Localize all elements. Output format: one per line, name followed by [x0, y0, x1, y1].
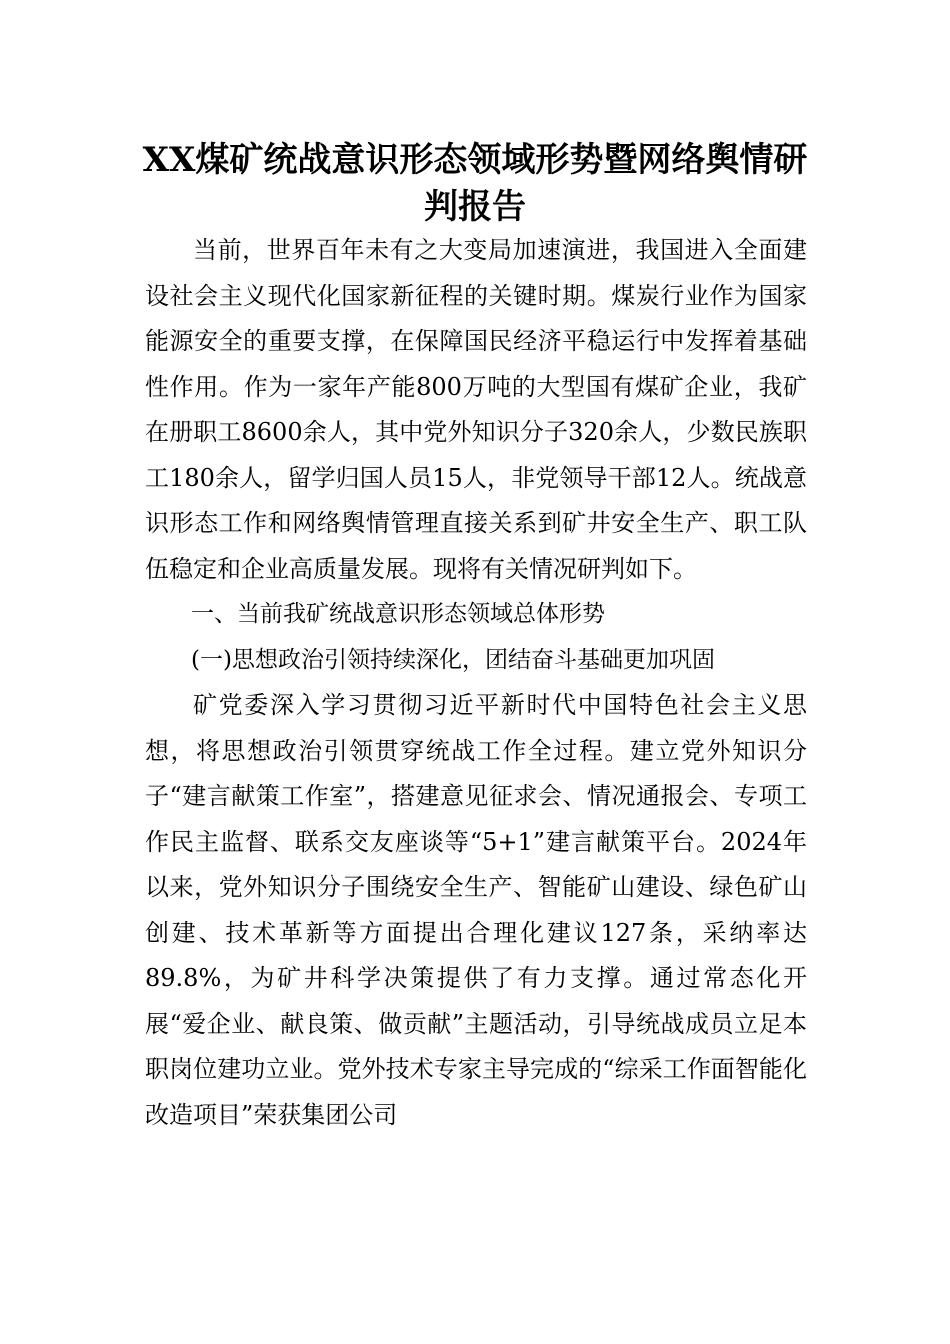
- document-title: XX煤矿统战意识形态领域形势暨网络舆情研判报告: [142, 139, 808, 227]
- subsection-1-paragraph: 矿党委深入学习贯彻习近平新时代中国特色社会主义思想，将思想政治引领贯穿统战工作全过程。建立党外知识分子“建言献策工作室”，搭建意见征求会、情况通报会、专项工作民主监督、联系交友座谈等“5+1”建言献策平台。2024年以来，党外知识分子围绕安全生产、智能矿山建设、绿色矿山创建、技术革新等方面提出合理化建议127条，采纳率达89.8%，为矿井科学决策提供了有力支撑。通过常态化开展“爱企业、献良策、做贡献”主题活动，引导统战成员立足本职岗位建功立业。党外技术专家主导完成的“综采工作面智能化改造项目”荣获集团公司: [145, 691, 807, 1129]
- section-heading-1: 一、当前我矿统战意识形态领域总体形势: [191, 601, 605, 627]
- document-body: [145, 228, 807, 1138]
- subsection-heading-1: (一)思想政治引领持续深化，团结奋斗基础更加巩固: [191, 646, 715, 673]
- intro-paragraph: 当前，世界百年未有之大变局加速演进，我国进入全面建设社会主义现代化国家新征程的关键时期。煤炭行业作为国家能源安全的重要支撑，在保障国民经济平稳运行中发挥着基础性作用。作为一家年产能800万吨的大型国有煤矿企业，我矿在册职工8600余人，其中党外知识分子320余人，少数民族职工180余人，留学归国人员15人，非党领导干部12人。统战意识形态工作和网络舆情管理直接关系到矿井安全生产、职工队伍稳定和企业高质量发展。现将有关情况研判如下。: [145, 236, 807, 583]
